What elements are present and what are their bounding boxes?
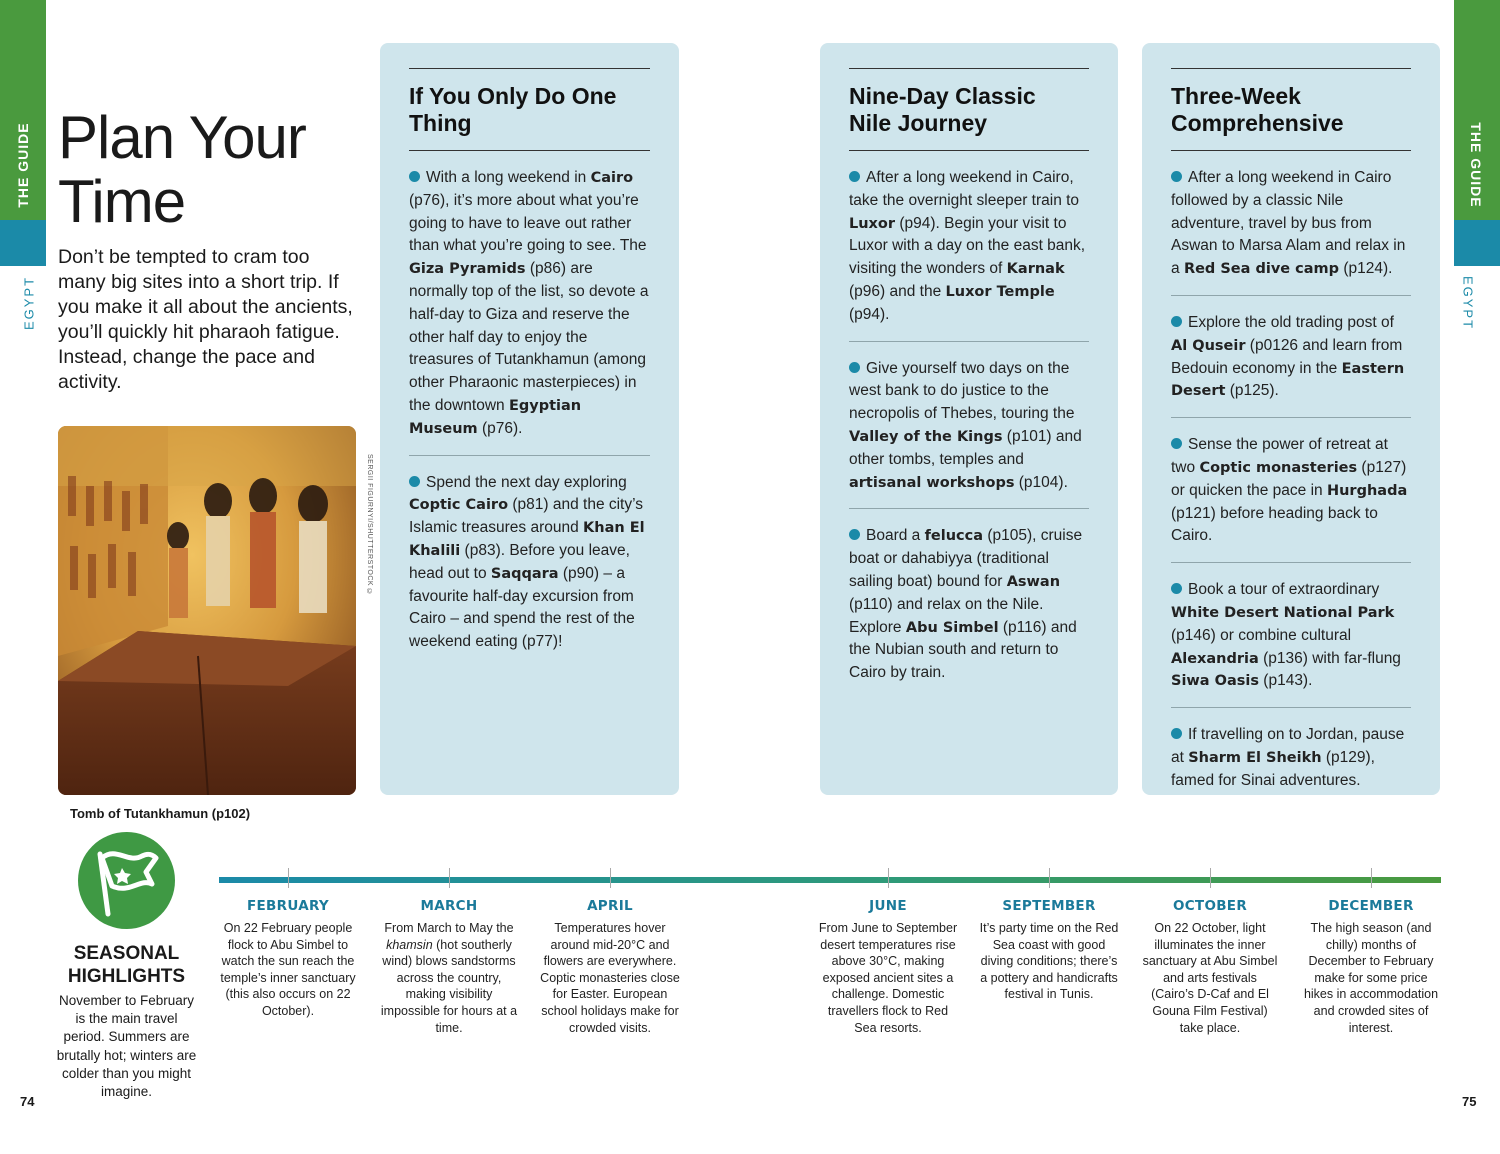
itinerary-item xyxy=(1171,418,1411,563)
month-description xyxy=(1140,920,1280,1036)
month-name: MARCH xyxy=(420,898,478,914)
tomb-photo xyxy=(58,426,356,795)
side-label-guide: THE GUIDE xyxy=(1468,122,1484,208)
itinerary-card-three-week xyxy=(1142,43,1440,795)
text-run: The high season (and chilly) months of December to February make for some price hikes in accommodation and crowded sites of interest. xyxy=(1303,921,1439,1035)
highlight-place: Giza Pyramids xyxy=(409,261,526,278)
card-title-line: Comprehensive xyxy=(1171,110,1344,136)
seasonal-title-line: SEASONAL xyxy=(73,943,180,964)
bullet-dot-icon xyxy=(1171,728,1182,739)
highlight-place: Aswan xyxy=(1006,573,1061,590)
bullet-dot-icon xyxy=(849,529,860,540)
bullet-dot-icon xyxy=(849,362,860,373)
photo-caption: Tomb of Tutankhamun (p102) xyxy=(70,806,251,821)
itinerary-card-one-thing xyxy=(380,43,679,795)
text-run: (p105), cruise boat or dahabiyya (traditional sailing boat) bound for xyxy=(849,527,1083,590)
text-run: (p121) before heading back to Cairo. xyxy=(1171,504,1378,545)
highlight-place: Valley of the Kings xyxy=(849,428,1003,445)
photo-credit: SERGII FIGURNYI/SHUTTERSTOCK © xyxy=(366,454,373,597)
month-name: OCTOBER xyxy=(1172,898,1248,914)
timeline-month xyxy=(1140,898,1280,1036)
text-run: After a long weekend in Cairo, take the overnight sleeper train to xyxy=(849,169,1080,209)
highlight-place: Red Sea dive camp xyxy=(1183,261,1340,278)
timeline-tick xyxy=(288,868,289,888)
timeline-month xyxy=(1301,898,1441,1036)
highlight-place: Egyptian Museum xyxy=(409,397,582,437)
timeline-month xyxy=(818,898,958,1036)
text-run: khamsin xyxy=(386,937,433,952)
flag-icon xyxy=(78,832,175,929)
highlight-place: Karnak xyxy=(1006,261,1065,278)
timeline-tick xyxy=(610,868,611,888)
timeline-tick xyxy=(1371,868,1372,888)
card-title-line: Nile Journey xyxy=(849,110,988,136)
text-run: (p81) and the city’s Islamic treasures around xyxy=(409,496,644,537)
seasonal-highlights-title xyxy=(56,942,197,988)
page-number-right: 75 xyxy=(1462,1094,1477,1109)
month-name: DECEMBER xyxy=(1328,898,1414,914)
highlight-place: Alexandria xyxy=(1171,650,1259,667)
text-run: (p146) or combine cultural xyxy=(1171,626,1352,644)
text-run: From March to May the xyxy=(384,921,514,935)
text-run: Give yourself two days on the west bank to do justice to the necropolis of Thebes, touring the xyxy=(849,359,1075,423)
text-run: On 22 February people flock to Abu Simbel to watch the sun reach the temple’s inner sanctuary (this also occurs on 22 October). xyxy=(220,921,356,1018)
bullet-dot-icon xyxy=(409,476,420,487)
highlight-place: Khan El Khalili xyxy=(409,520,645,559)
side-tab-teal xyxy=(1454,220,1500,266)
itinerary-item xyxy=(409,151,650,456)
side-label-country: EGYPT xyxy=(1460,275,1476,331)
card-title-line: Three-Week xyxy=(1171,83,1301,109)
text-run: It’s party time on the Red Sea coast with good diving conditions; there’s a pottery and handicrafts festival in Tunis. xyxy=(979,921,1119,1002)
side-label-country: EGYPT xyxy=(21,275,37,331)
month-name: FEBRUARY xyxy=(247,898,329,914)
itinerary-item xyxy=(409,456,650,668)
month-description xyxy=(540,920,680,1036)
text-run: Temperatures hover around mid-20°C and flowers are everywhere. Coptic monasteries close for Easter. European school holidays make for crowded visits. xyxy=(540,921,680,1035)
itinerary-item xyxy=(849,151,1089,342)
side-label-guide: THE GUIDE xyxy=(15,122,31,208)
itinerary-item xyxy=(1171,151,1411,296)
text-run: (p94). Begin your visit to Luxor with a day on the east bank, visiting the wonders of xyxy=(849,214,1086,278)
text-run: (p125). xyxy=(1225,382,1279,400)
highlight-place: Al Quseir xyxy=(1171,337,1246,354)
timeline-tick xyxy=(1049,868,1050,888)
page-title-line: Time xyxy=(58,168,186,235)
text-run: (p76), it’s more about what you’re going to have to leave out rather than what you’re going to see. The xyxy=(409,191,647,255)
highlight-place: Coptic Cairo xyxy=(409,497,509,514)
month-description xyxy=(979,920,1119,1003)
timeline-month xyxy=(379,898,519,1036)
text-run: (p0126 and learn from Bedouin economy in the xyxy=(1171,336,1403,377)
highlight-place: Luxor xyxy=(849,215,896,232)
text-run: (p124). xyxy=(1339,260,1393,278)
highlight-place: Coptic monasteries xyxy=(1199,459,1358,476)
seasonal-title-line: HIGHLIGHTS xyxy=(67,966,186,987)
month-description xyxy=(379,920,519,1036)
bullet-dot-icon xyxy=(1171,583,1182,594)
text-run: Book a tour of extraordinary xyxy=(1188,581,1380,599)
card-title-line: If You Only Do One xyxy=(409,83,617,109)
bullet-dot-icon xyxy=(1171,438,1182,449)
highlight-place: Abu Simbel xyxy=(905,619,999,636)
text-run: Sense the power of retreat at two xyxy=(1171,436,1388,476)
itinerary-item xyxy=(1171,563,1411,708)
side-tab-teal xyxy=(0,220,46,266)
text-run: (hot southerly wind) blows sandstorms across the country, making visibility impossible for hours at a time. xyxy=(380,937,518,1035)
timeline-tick xyxy=(888,868,889,888)
text-run: (p104). xyxy=(1014,473,1068,491)
month-name: APRIL xyxy=(587,898,633,914)
highlight-place: Sharm El Sheikh xyxy=(1188,749,1322,766)
highlight-place: Cairo xyxy=(590,170,634,186)
page-title xyxy=(58,106,306,234)
page-title-line: Plan Your xyxy=(58,104,306,171)
bullet-dot-icon xyxy=(1171,171,1182,182)
bullet-dot-icon xyxy=(849,171,860,182)
card-title-line: Thing xyxy=(409,110,472,136)
text-run: On 22 October, light illuminates the inner sanctuary at Abu Simbel and arts festivals (Cairo’s D-Caf and El Gouna Film Festival) take place. xyxy=(1142,921,1278,1035)
text-run: (p127) or quicken the pace in xyxy=(1171,458,1407,499)
highlight-place: artisanal workshops xyxy=(849,474,1015,491)
bullet-dot-icon xyxy=(409,171,420,182)
month-name: JUNE xyxy=(869,898,907,914)
text-run: From June to September desert temperatures rise above 30°C, making exposed ancient sites a challenge. Domestic travellers flock to Red Sea resorts. xyxy=(818,921,958,1035)
month-description xyxy=(1301,920,1441,1036)
month-description xyxy=(818,920,958,1036)
text-run: After a long weekend in Cairo followed by a classic Nile adventure, travel by bus from Aswan to Marsa Alam and relax in a xyxy=(1171,169,1406,278)
month-description xyxy=(218,920,358,1020)
highlight-place: Luxor Temple xyxy=(945,283,1055,300)
itinerary-item xyxy=(849,509,1089,699)
card-title-line: Nine-Day Classic xyxy=(849,83,1036,109)
month-name: SEPTEMBER xyxy=(1002,898,1096,914)
text-run: (p90) – a favourite half-day excursion from Cairo – and spend the rest of the weekend eating (p77)! xyxy=(409,564,635,651)
card-title xyxy=(849,68,1089,151)
itinerary-card-nine-day xyxy=(820,43,1118,795)
itinerary-item xyxy=(1171,296,1411,418)
itinerary-item xyxy=(1171,708,1411,806)
text-run: (p110) and relax on the Nile. Explore xyxy=(849,595,1044,636)
bullet-dot-icon xyxy=(1171,316,1182,327)
text-run: (p96) and the xyxy=(849,282,946,300)
text-run: (p83). Before you leave, head out to xyxy=(409,541,630,582)
timeline-tick xyxy=(449,868,450,888)
timeline-month xyxy=(540,898,680,1036)
highlight-place: Hurghada xyxy=(1326,482,1408,499)
text-run: (p136) with far-flung xyxy=(1258,649,1401,667)
text-run: Explore the old trading post of xyxy=(1188,313,1394,331)
card-title xyxy=(1171,68,1411,151)
text-run: (p86) are normally top of the list, so devote a half-day to Giza and reserve the other half day to enjoy the treasures of Tutankhamun (among other Pharaonic masterpieces) in the downtown xyxy=(409,260,649,414)
text-run: Spend the next day exploring xyxy=(426,473,627,491)
page-number-left: 74 xyxy=(20,1094,35,1109)
card-items xyxy=(409,151,650,668)
highlight-place: felucca xyxy=(924,528,984,545)
seasonal-description: November to February is the main travel period. Summers are brutally hot; winters are colder than you might imagine. xyxy=(56,993,197,1100)
highlight-place: Siwa Oasis xyxy=(1171,673,1259,690)
card-title xyxy=(409,68,650,151)
card-items xyxy=(849,151,1089,699)
text-run: (p94). xyxy=(849,305,890,323)
text-run: (p76). xyxy=(477,419,523,437)
highlight-place: Saqqara xyxy=(490,565,559,582)
card-items xyxy=(1171,151,1411,807)
timeline-month xyxy=(979,898,1119,1003)
intro-text: Don’t be tempted to cram too many big sites into a short trip. If you make it all about the ancients, you’ll quickly hit pharaoh fatigue. Instead, change the pace and activity. xyxy=(58,246,353,393)
timeline-bar xyxy=(219,877,1441,883)
highlight-place: White Desert National Park xyxy=(1171,604,1395,621)
text-run: (p116) and the Nubian south and return to Cairo by train. xyxy=(849,618,1077,682)
highlight-place: Eastern Desert xyxy=(1171,360,1405,400)
text-run: (p101) and other tombs, temples and xyxy=(849,427,1082,468)
text-run: (p143). xyxy=(1258,672,1313,690)
itinerary-item xyxy=(849,342,1089,510)
text-run: If travelling on to Jordan, pause at xyxy=(1171,726,1405,766)
timeline-tick xyxy=(1210,868,1211,888)
text-run: Board a xyxy=(866,527,925,545)
text-run: With a long weekend in xyxy=(426,169,591,186)
text-run: (p129), famed for Sinai adventures. xyxy=(1171,748,1375,789)
timeline-month xyxy=(218,898,358,1020)
